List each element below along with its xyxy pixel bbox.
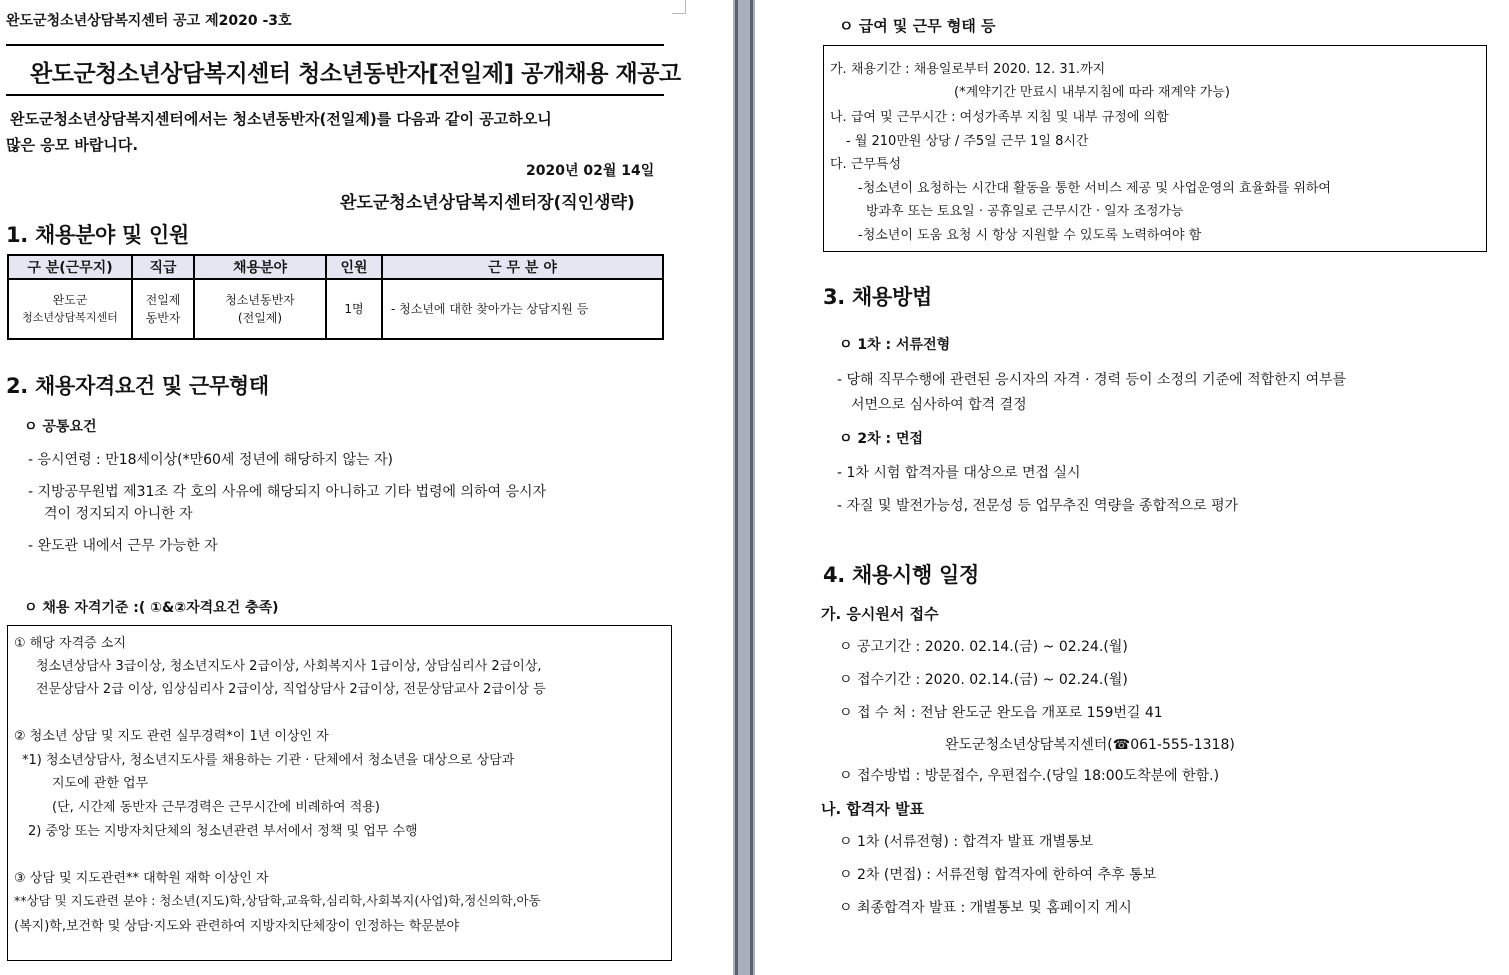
table-header: 근 무 분 야 xyxy=(382,255,663,279)
table-cell-field xyxy=(194,279,326,339)
schedule-text: 접수기간 : 2020. 02.14.(금) ~ 02.24.(월) xyxy=(856,672,1128,688)
table-header-row xyxy=(8,255,663,279)
common-requirements-title: 공통요건 xyxy=(42,419,97,435)
document-page-left xyxy=(0,0,733,975)
criteria-title: 채용 자격기준 :( ①&②자격요건 충족) xyxy=(42,600,279,616)
step-1-item: - 당해 직무수행에 관련된 응시자의 자격 · 경력 등이 소정의 기준에 적합한지 여부를 xyxy=(837,372,1347,388)
step-2-item: - 1차 시험 합격자를 대상으로 면접 실시 xyxy=(837,465,1081,481)
document-page-right xyxy=(755,0,1509,975)
criteria-line: 지도에 관한 업무 xyxy=(52,776,149,791)
schedule-text: 접 수 처 : 전남 완도군 완도읍 개포로 159번길 41 xyxy=(856,705,1163,721)
schedule-item xyxy=(839,864,1156,884)
criteria-line: ② 청소년 상담 및 지도 관련 실무경력*이 1년 이상인 자 xyxy=(14,729,329,744)
common-item: 격이 정지되지 아니한 자 xyxy=(44,506,193,522)
bullet-icon: ㅇ xyxy=(839,337,853,353)
criteria-box xyxy=(7,625,672,961)
page-corner-mark xyxy=(672,0,686,14)
section-3-heading: 3. 채용방법 xyxy=(823,285,932,309)
bullet-icon: ㅇ xyxy=(839,17,854,35)
bullet-icon: ㅇ xyxy=(24,419,38,435)
table-header: 인원 xyxy=(326,255,382,279)
bullet-icon: ㅇ xyxy=(839,672,853,688)
section-1-heading: 1. 채용분야 및 인원 xyxy=(6,223,189,247)
table-row xyxy=(8,279,663,339)
criteria-line: (복지)학,보건학 및 상담·지도와 관련하여 지방자치단체장이 인정하는 학문분야 xyxy=(14,919,460,934)
schedule-item xyxy=(839,702,1163,722)
pay-box xyxy=(823,45,1487,252)
field-line-2: (전일제) xyxy=(237,311,283,325)
criteria-line: (단, 시간제 동반자 근무경력은 근무시간에 비례하여 적용) xyxy=(52,800,380,815)
criteria-line: 2) 중앙 또는 지방자치단체의 청소년관련 부서에서 정책 및 업무 수행 xyxy=(28,824,418,839)
subsection-a-heading: 가. 응시원서 접수 xyxy=(821,605,939,623)
schedule-text: 공고기간 : 2020. 02.14.(금) ~ 02.24.(월) xyxy=(856,639,1128,655)
bullet-icon: ㅇ xyxy=(839,900,853,916)
pay-line: (*계약기간 만료시 내부지침에 따라 재계약 가능) xyxy=(954,85,1230,100)
grade-line-1: 전일제 xyxy=(145,293,181,307)
bullet-icon: ㅇ xyxy=(839,705,853,721)
table-header: 구 분(근무지) xyxy=(8,255,132,279)
pay-line: -청소년이 요청하는 시간대 활동을 통한 서비스 제공 및 사업운영의 효율화를 위하여 xyxy=(858,181,1331,196)
notice-date: 2020년 02월 14일 xyxy=(526,163,655,179)
criteria-line: 전문상담사 2급 이상, 임상심리사 2급이상, 직업상담사 2급이상, 전문상담교사 2급이상 등 xyxy=(36,682,546,697)
pay-line: 방과후 또는 토요일 · 공휴일로 근무시간 · 일자 조정가능 xyxy=(866,204,1184,219)
pay-heading xyxy=(839,15,996,36)
criteria-heading xyxy=(24,597,279,617)
schedule-text: 최종합격자 발표 : 개별통보 및 홈페이지 게시 xyxy=(856,900,1132,916)
common-item: - 완도관 내에서 근무 가능한 자 xyxy=(28,538,218,554)
criteria-line: ③ 상담 및 지도관련** 대학원 재학 이상인 자 xyxy=(14,871,269,886)
title-rule-bottom xyxy=(6,94,664,96)
gutter-edge-left xyxy=(735,0,738,975)
pay-title: 급여 및 근무 형태 등 xyxy=(858,17,996,35)
recruitment-table xyxy=(7,254,664,340)
table-cell-grade xyxy=(132,279,194,339)
bullet-icon: ㅇ xyxy=(839,834,853,850)
page-title: 완도군청소년상담복지센터 청소년동반자[전일제] 공개채용 재공고 xyxy=(30,61,681,87)
place-line-2: 청소년상담복지센터 xyxy=(22,311,118,324)
table-header: 채용분야 xyxy=(194,255,326,279)
bullet-icon: ㅇ xyxy=(839,867,853,883)
intro-line-1: 완도군청소년상담복지센터에서는 청소년동반자(전일제)를 다음과 같이 공고하오니 xyxy=(10,110,552,128)
place-line-1: 완도군 xyxy=(52,293,88,307)
schedule-text: 1차 (서류전형) : 합격자 발표 개별통보 xyxy=(856,834,1094,850)
table-cell-duty: - 청소년에 대한 찾아가는 상담지원 등 xyxy=(382,279,663,339)
table-header: 직급 xyxy=(132,255,194,279)
schedule-item xyxy=(839,831,1093,851)
pay-line: 나. 급여 및 근무시간 : 여성가족부 지침 및 내부 규정에 의함 xyxy=(830,110,1169,125)
schedule-text: 2차 (면접) : 서류전형 합격자에 한하여 추후 통보 xyxy=(856,867,1157,883)
table-cell-count: 1명 xyxy=(326,279,382,339)
step-1-item: 서면으로 심사하여 합격 결정 xyxy=(851,397,1027,413)
step-1-heading xyxy=(839,334,950,354)
criteria-line: *1) 청소년상담사, 청소년지도사를 채용하는 기관 · 단체에서 청소년을 대상으로 상담과 xyxy=(22,753,515,768)
common-requirements-heading xyxy=(24,416,97,436)
bullet-icon: ㅇ xyxy=(839,431,853,447)
gutter-edge-right xyxy=(750,0,753,975)
section-2-heading: 2. 채용자격요건 및 근무형태 xyxy=(6,374,269,398)
intro-line-2: 많은 응모 바랍니다. xyxy=(6,136,139,154)
title-rule-top xyxy=(6,44,664,46)
schedule-item xyxy=(839,897,1132,917)
schedule-item xyxy=(839,669,1128,689)
common-item: - 응시연령 : 만18세이상(*만60세 정년에 해당하지 않는 자) xyxy=(28,452,393,468)
notice-number: 완도군청소년상담복지센터 공고 제2020 -3호 xyxy=(6,13,292,29)
pay-line: -청소년이 도움 요청 시 항상 지원할 수 있도록 노력하여야 함 xyxy=(858,228,1202,243)
step-2-item: - 자질 및 발전가능성, 전문성 등 업무추진 역량을 종합적으로 평가 xyxy=(837,498,1239,514)
grade-line-2: 동반자 xyxy=(145,311,181,325)
signature: 완도군청소년상담복지센터장(직인생략) xyxy=(340,193,635,213)
pay-line: 가. 채용기간 : 채용일로부터 2020. 12. 31.까지 xyxy=(830,62,1106,77)
schedule-item xyxy=(839,765,1219,785)
page-gutter xyxy=(733,0,755,975)
schedule-text: 접수방법 : 방문접수, 우편접수.(당일 18:00도착분에 한함.) xyxy=(856,768,1220,784)
bullet-icon: ㅇ xyxy=(839,639,853,655)
pay-line: - 월 210만원 상당 / 주5일 근무 1일 8시간 xyxy=(846,134,1089,149)
criteria-line: **상담 및 지도관련 분야 : 청소년(지도)학,상담학,교육학,심리학,사회복지(사업)학,정신의학,아동 xyxy=(14,893,541,908)
step-2-heading xyxy=(839,428,923,448)
criteria-line: 청소년상담사 3급이상, 청소년지도사 2급이상, 사회복지사 1급이상, 상담심리사 2급이상, xyxy=(36,659,542,674)
bullet-icon: ㅇ xyxy=(24,600,38,616)
common-item: - 지방공무원법 제31조 각 호의 사유에 해당되지 아니하고 기타 법령에 의하여 응시자 xyxy=(28,484,547,500)
table-cell-place xyxy=(8,279,132,339)
field-line-1: 청소년동반자 xyxy=(225,293,295,307)
step-1-title: 1차 : 서류전형 xyxy=(857,337,951,353)
bullet-icon: ㅇ xyxy=(839,768,853,784)
pay-line: 다. 근무특성 xyxy=(830,157,902,172)
address-line-2: 완도군청소년상담복지센터(☎061-555-1318) xyxy=(945,737,1235,753)
subsection-b-heading: 나. 합격자 발표 xyxy=(821,800,925,818)
section-4-heading: 4. 채용시행 일정 xyxy=(823,563,979,587)
step-2-title: 2차 : 면접 xyxy=(857,431,924,447)
schedule-item xyxy=(839,636,1128,656)
criteria-line: ① 해당 자격증 소지 xyxy=(14,636,126,651)
